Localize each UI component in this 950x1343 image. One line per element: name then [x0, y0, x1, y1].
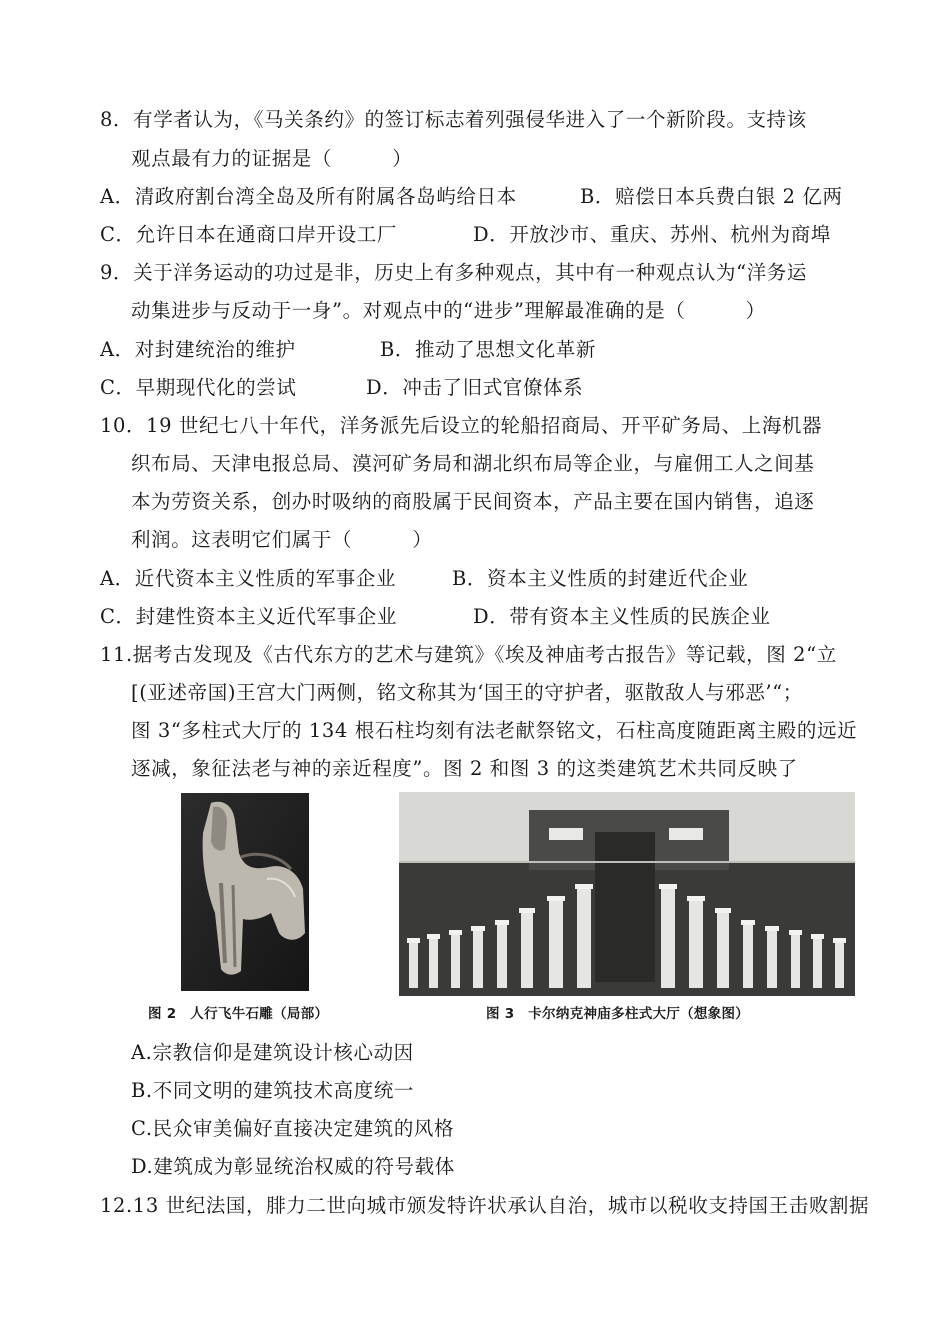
q8-option-b: B．赔偿日本兵费白银 2 亿两	[580, 185, 843, 208]
q11-option-b: B.不同文明的建筑技术高度统一	[131, 1079, 415, 1102]
q9-option-d: D．冲击了旧式官僚体系	[366, 376, 584, 399]
q11-stem-line-2: [(亚述帝国)王宫大门两侧，铭文称其为‘国王的守护者，驱散敌人与邪恶’“；	[131, 681, 803, 704]
figure-2-caption: 图 2 人行飞牛石雕（局部）	[148, 1006, 329, 1022]
q9-option-c: C．早期现代化的尝试	[100, 376, 297, 399]
q11-stem-line-3: 图 3“多柱式大厅的 134 根石柱均刻有法老献祭铭文，石柱高度随距离主殿的远近	[131, 719, 858, 742]
q10-stem-line-4: 利润。这表明它们属于（ ）	[131, 528, 433, 551]
q9-stem-line-1: 9．关于洋务运动的功过是非，历史上有多种观点，其中有一种观点认为“洋务运	[100, 261, 807, 284]
q8-option-d: D．开放沙市、重庆、苏州、杭州为商埠	[473, 223, 831, 246]
q9-stem-line-2: 动集进步与反动于一身”。对观点中的“进步”理解最准确的是（ ）	[131, 299, 766, 322]
q8-stem-line-2: 观点最有力的证据是（ ）	[131, 147, 413, 170]
q10-option-b: B．资本主义性质的封建近代企业	[452, 567, 749, 590]
q8-option-a: A．清政府割台湾全岛及所有附属各岛屿给日本	[100, 185, 517, 208]
q10-option-d: D．带有资本主义性质的民族企业	[473, 605, 771, 628]
q8-option-c: C．允许日本在通商口岸开设工厂	[100, 223, 397, 246]
q11-option-a: A.宗教信仰是建筑设计核心动因	[131, 1041, 414, 1064]
figure-2-winged-bull-image	[181, 793, 309, 991]
q8-stem-line-1: 8．有学者认为，《马关条约》的签订标志着列强侵华进入了一个新阶段。支持该	[100, 108, 807, 131]
q11-option-c: C.民众审美偏好直接决定建筑的风格	[131, 1117, 455, 1140]
q10-stem-line-1: 10．19 世纪七八十年代，洋务派先后设立的轮船招商局、开平矿务局、上海机器	[100, 414, 823, 437]
q10-stem-line-3: 本为劳资关系，创办时吸纳的商股属于民间资本，产品主要在国内销售，追逐	[131, 490, 815, 513]
q10-option-c: C．封建性资本主义近代军事企业	[100, 605, 397, 628]
q10-stem-line-2: 织布局、天津电报总局、漠河矿务局和湖北织布局等企业，与雇佣工人之间基	[131, 452, 815, 475]
q10-option-a: A．近代资本主义性质的军事企业	[100, 567, 397, 590]
q11-stem-line-4: 逐减，象征法老与神的亲近程度”。图 2 和图 3 的这类建筑艺术共同反映了	[131, 757, 798, 780]
figure-3-caption: 图 3 卡尔纳克神庙多柱式大厅（想象图）	[486, 1006, 750, 1022]
q12-stem-line-1: 12.13 世纪法国，腓力二世向城市颁发特许状承认自治，城市以税收支持国王击败割据	[100, 1194, 870, 1217]
figure-3-hypostyle-hall-image	[399, 792, 855, 996]
q9-option-b: B．推动了思想文化革新	[380, 338, 596, 361]
q11-option-d: D.建筑成为彰显统治权威的符号载体	[131, 1155, 455, 1178]
q11-stem-line-1: 11.据考古发现及《古代东方的艺术与建筑》《埃及神庙考古报告》等记载，图 2“立	[100, 643, 837, 666]
q9-option-a: A．对封建统治的维护	[100, 338, 296, 361]
